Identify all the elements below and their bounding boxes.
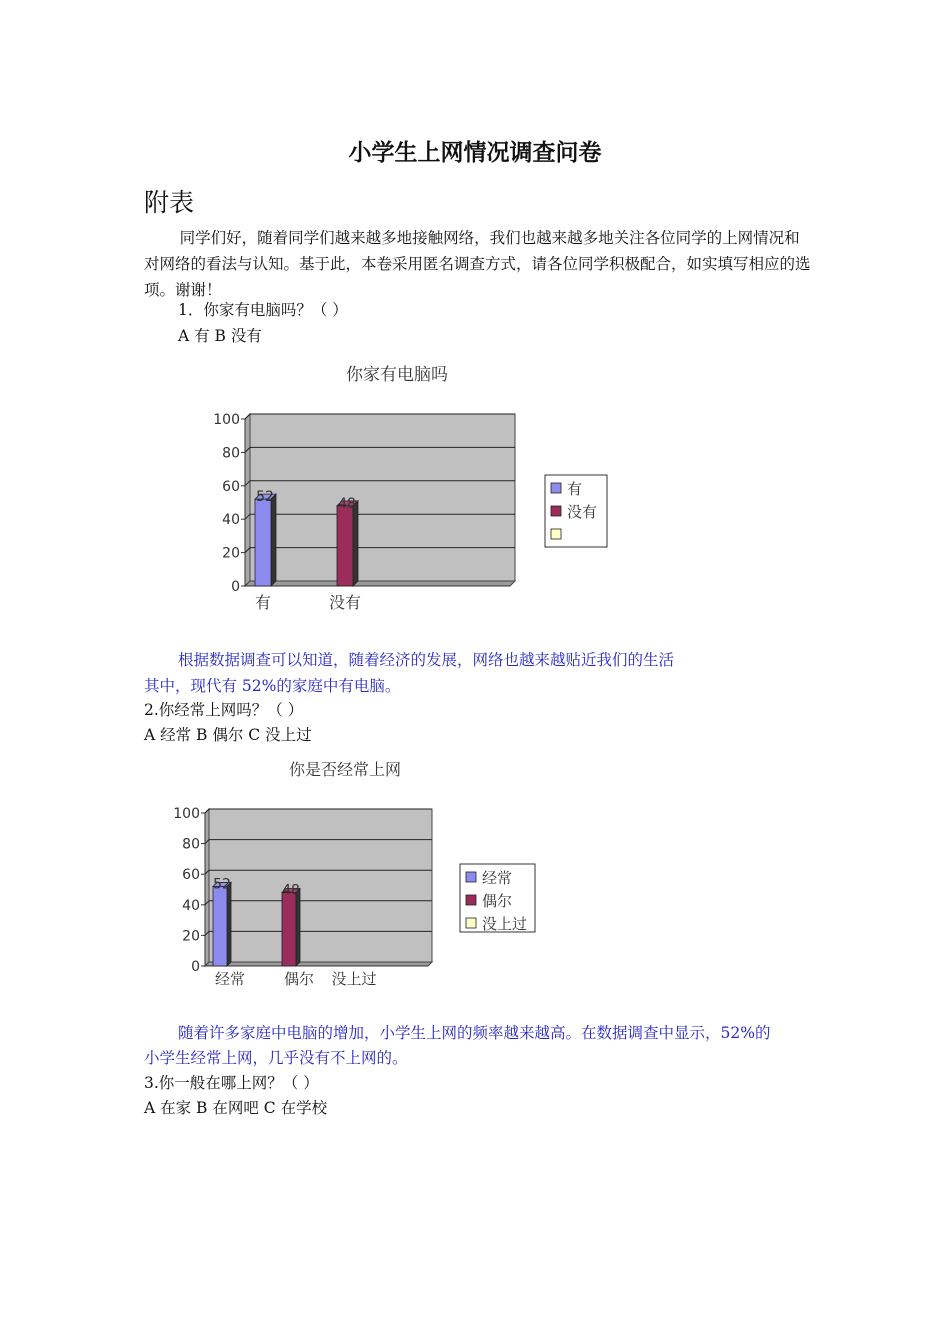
document-title: 小学生上网情况调查问卷 — [348, 139, 602, 166]
y-tick-label: 60 — [222, 478, 240, 495]
question-3-options: A 在家 B 在网吧 C 在学校 — [144, 1099, 328, 1117]
chart-online-frequency — [0, 750, 950, 1000]
legend-swatch — [466, 895, 476, 905]
chart-title: 你家有电脑吗 — [346, 365, 448, 385]
intro-paragraph: 同学们好，随着同学们越来越多地接触网络，我们也越来越多地关注各位同学的上网情况和对网络的看法与认知。基于此，本卷采用匿名调查方式，请各位同学积极配合，如实填写相应的选项。谢谢！ — [144, 229, 811, 299]
chart-floor — [245, 581, 515, 586]
question-1: 1．你家有电脑吗？（ ） — [178, 301, 348, 319]
legend-swatch — [466, 918, 476, 928]
legend-swatch — [551, 529, 561, 539]
y-tick-label: 80 — [182, 836, 200, 853]
bar-经常 — [213, 886, 227, 966]
x-tick-label: 没有 — [328, 593, 362, 612]
legend-label: 没上过 — [482, 915, 528, 933]
y-tick-label: 40 — [182, 897, 200, 914]
y-tick-label: 20 — [222, 545, 240, 562]
chart-computer-at-home — [0, 355, 950, 620]
legend-label: 偶尔 — [482, 892, 513, 910]
y-tick-label: 60 — [182, 867, 200, 884]
appendix-heading: 附表 — [144, 188, 195, 217]
x-tick-label: 没上过 — [331, 970, 377, 988]
question-2-options: A 经常 B 偶尔 C 没上过 — [144, 726, 312, 744]
data-label: 52 — [213, 876, 231, 893]
y-tick-label: 0 — [231, 579, 240, 595]
bar-side — [271, 494, 276, 586]
data-label: 52 — [256, 489, 274, 506]
chart-title: 你是否经常上网 — [288, 760, 402, 779]
question-1-options: A 有 B 没有 — [178, 327, 262, 345]
bar-side — [227, 882, 231, 966]
bar-没有 — [337, 506, 353, 586]
y-tick-label: 0 — [191, 959, 200, 975]
y-tick-label: 80 — [222, 445, 240, 462]
y-tick-label: 20 — [182, 928, 200, 945]
chart-floor — [205, 962, 432, 966]
analysis-2-line-2: 小学生经常上网，几乎没有不上网的。 — [144, 1049, 408, 1067]
chart-side-wall — [205, 809, 209, 966]
chart-back-wall — [209, 809, 432, 962]
y-tick-label: 100 — [213, 412, 240, 428]
legend-label: 有 — [567, 480, 583, 498]
y-tick-label: 40 — [222, 512, 240, 529]
bar-有 — [255, 499, 271, 586]
question-2: 2.你经常上网吗？（ ） — [144, 701, 304, 719]
bar-side — [296, 889, 300, 966]
chart-back-wall — [250, 414, 515, 581]
analysis-1-line-2: 其中，现代有 52%的家庭中有电脑。 — [144, 677, 401, 695]
legend-label: 没有 — [567, 503, 598, 521]
analysis-1-line-1: 根据数据调查可以知道，随着经济的发展，网络也越来越贴近我们的生活 — [178, 651, 675, 669]
bar-side — [353, 501, 358, 586]
analysis-2-line-1: 随着许多家庭中电脑的增加，小学生上网的频率越来越高。在数据调查中显示，52%的 — [178, 1024, 771, 1042]
data-label: 48 — [282, 882, 300, 899]
legend-label: 经常 — [482, 869, 513, 887]
bar-偶尔 — [282, 893, 296, 966]
x-tick-label: 有 — [254, 593, 272, 612]
chart-side-wall — [245, 414, 250, 586]
question-3: 3.你一般在哪上网？（ ） — [144, 1074, 319, 1092]
y-tick-label: 100 — [173, 806, 200, 822]
legend-swatch — [551, 483, 561, 493]
legend-swatch — [551, 506, 561, 516]
data-label: 48 — [338, 495, 356, 512]
x-tick-label: 偶尔 — [283, 970, 315, 988]
x-tick-label: 经常 — [214, 970, 246, 988]
legend-swatch — [466, 872, 476, 882]
